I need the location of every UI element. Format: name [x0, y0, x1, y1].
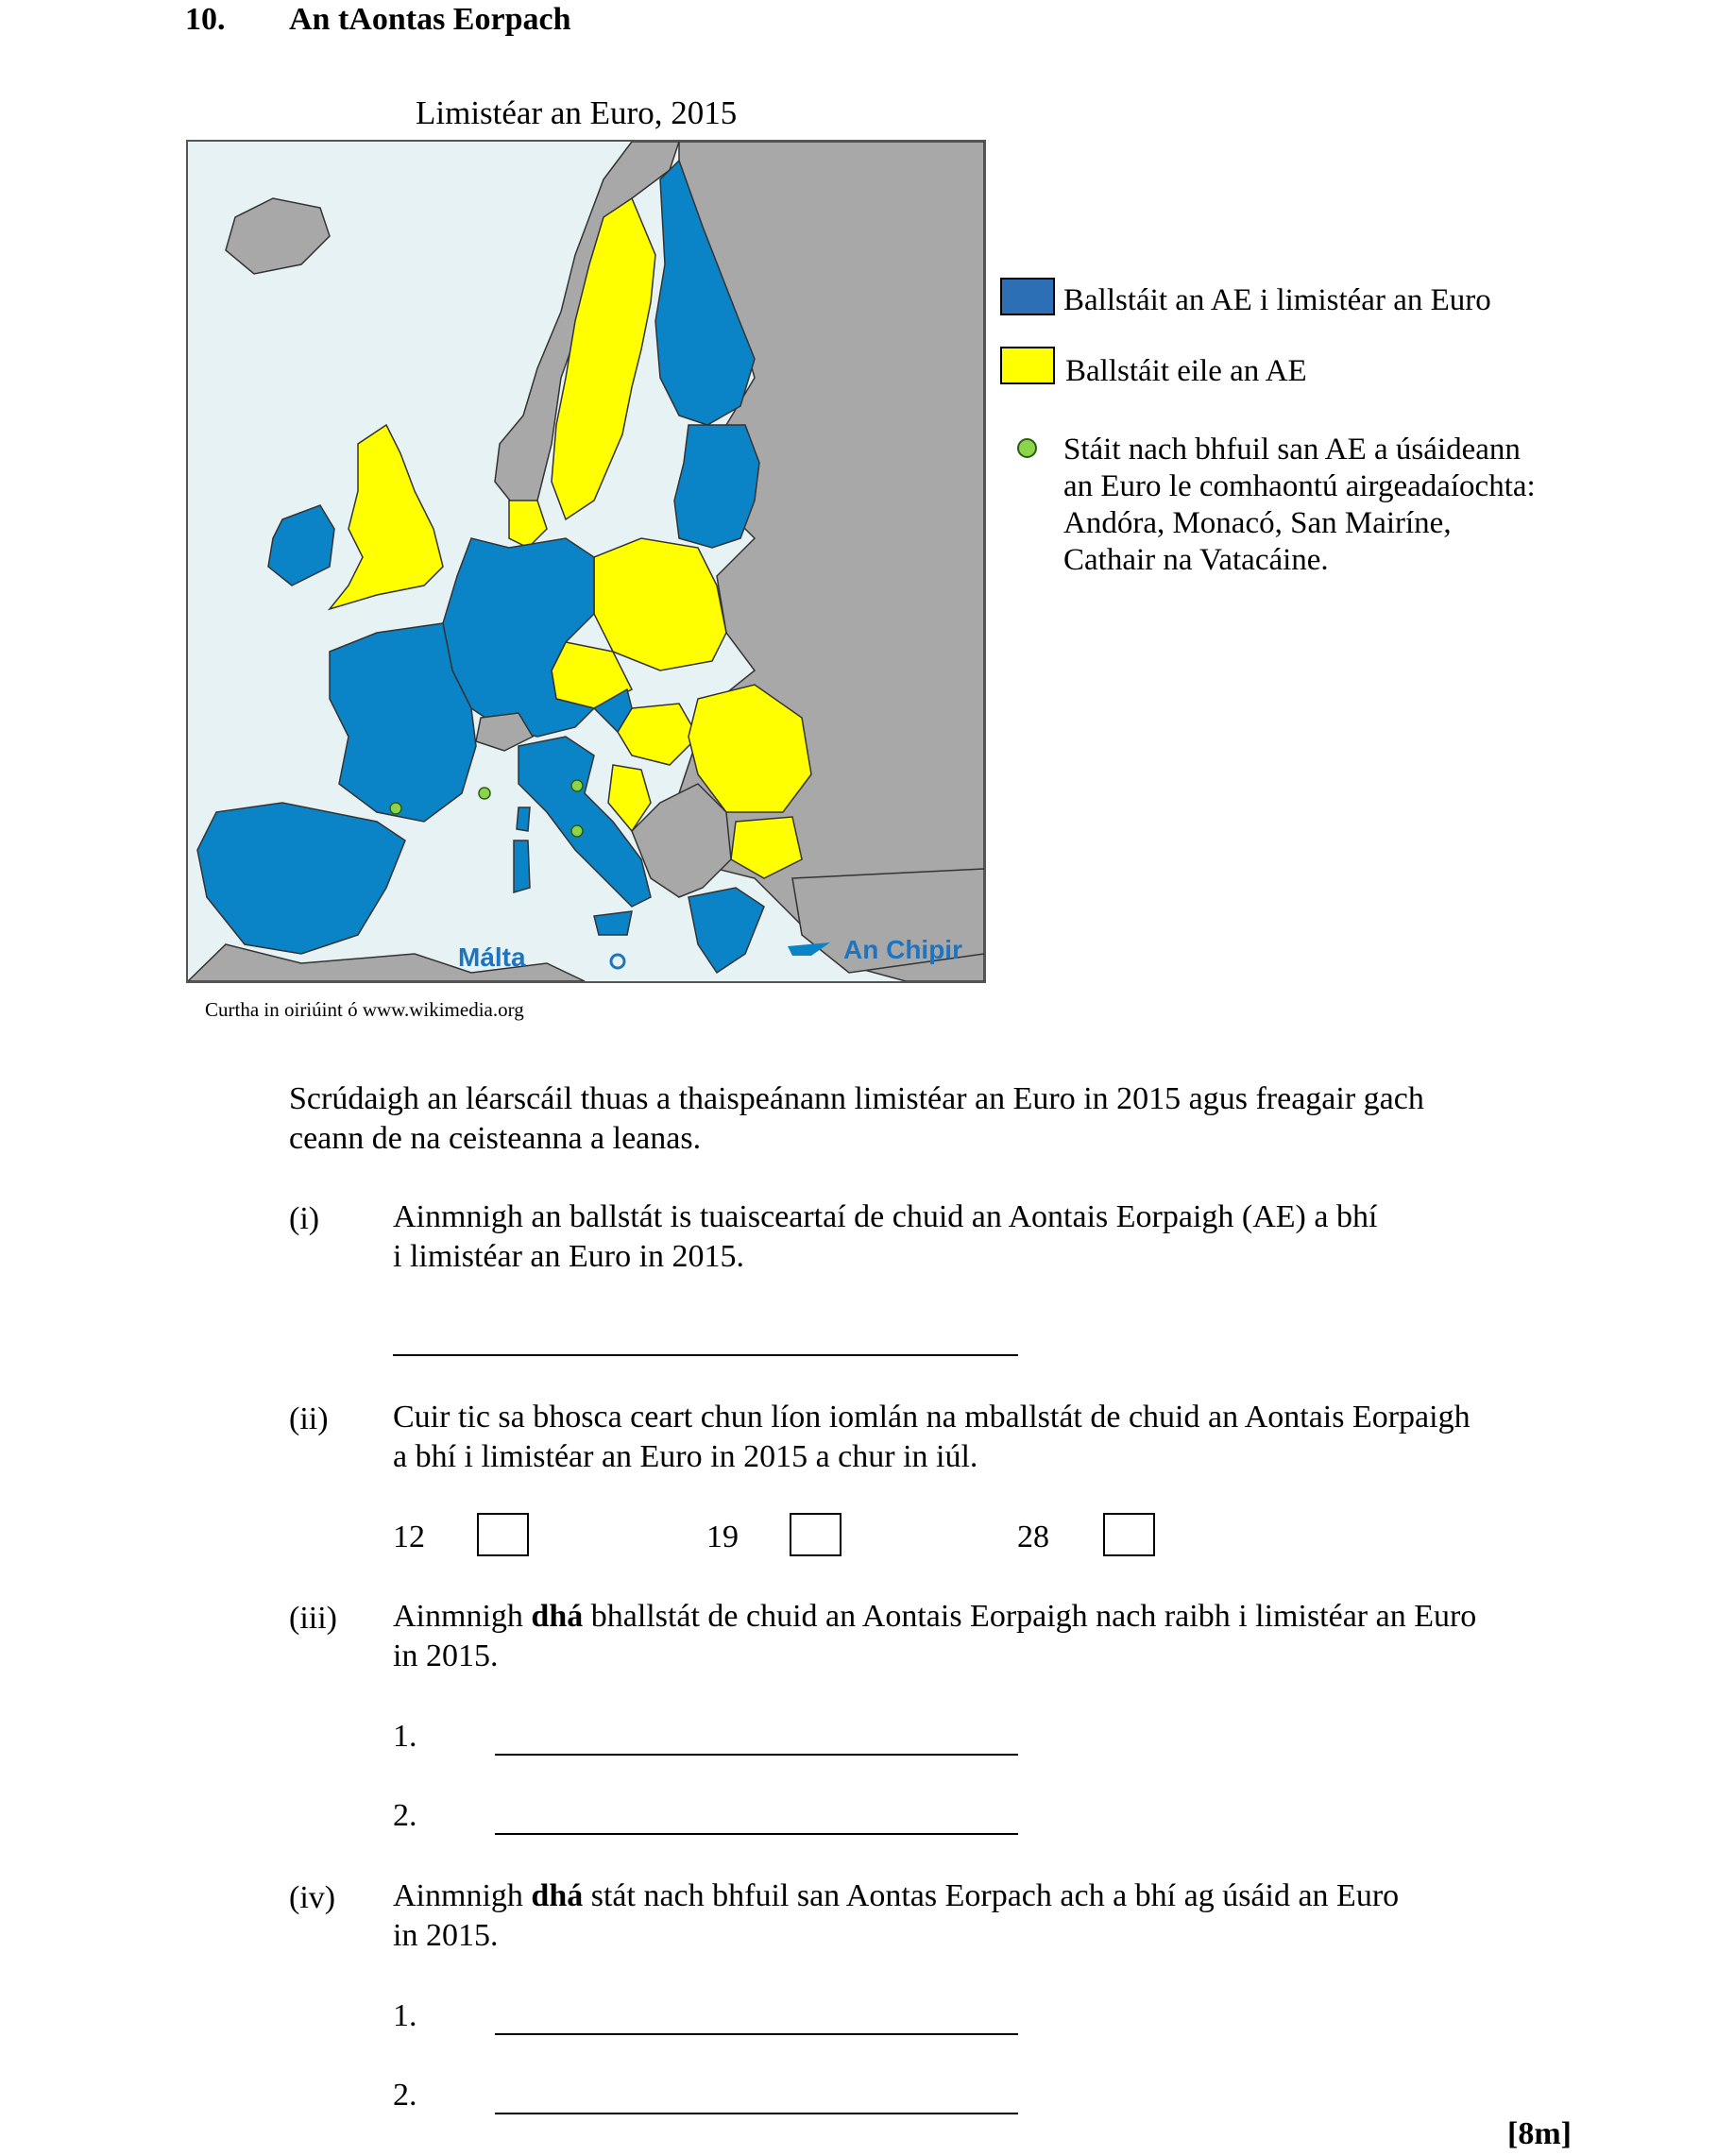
legend-other-eu-swatch [1000, 347, 1055, 384]
q1-line1: Ainmnigh an ballstát is tuaisceartaí de chuid an Aontais Eorpaigh (AE) a bhí [393, 1199, 1378, 1234]
map-title: Limistéar an Euro, 2015 [416, 94, 738, 131]
legend-non-eu-line4: Cathair na Vatacáine. [1063, 543, 1329, 577]
q3-label: (iii) [289, 1601, 337, 1636]
q3-number-1: 1. [393, 1719, 417, 1754]
q2-option-checkbox[interactable] [1103, 1513, 1155, 1556]
q3-answer-line-1[interactable] [495, 1754, 1018, 1756]
euro-area-map [186, 140, 986, 983]
q2-option-label: 28 [1017, 1519, 1049, 1554]
san-marino-dot [571, 780, 583, 791]
sicily [594, 911, 632, 935]
legend-other-eu-text: Ballstáit eile an AE [1065, 354, 1307, 388]
q3-number-2: 2. [393, 1798, 417, 1833]
q4-answer-line-2[interactable] [495, 2113, 1018, 2114]
legend-eurozone-text: Ballstáit an AE i limistéar an Euro [1063, 283, 1491, 317]
map-credit: Curtha in oiriúint ó www.wikimedia.org [205, 998, 524, 1021]
question-title: An tAontas Eorpach [289, 2, 571, 37]
q3-line2: in 2015. [393, 1638, 499, 1673]
question-number: 10. [185, 2, 226, 37]
legend-non-eu-line1: Stáit nach bhfuil san AE a úsáideann [1063, 433, 1521, 467]
legend-eurozone-swatch [1000, 278, 1055, 315]
united-kingdom [330, 425, 443, 609]
malta-label: Málta [458, 942, 526, 972]
iberia [197, 803, 405, 954]
ireland [268, 505, 334, 586]
q2-option-label: 12 [393, 1519, 425, 1554]
monaco-dot [479, 788, 490, 799]
iceland [226, 198, 330, 274]
marks-total: [8m] [1507, 2116, 1572, 2151]
q2-label: (ii) [289, 1401, 329, 1436]
q4-number-2: 2. [393, 2078, 417, 2113]
q2-option-checkbox[interactable] [790, 1513, 842, 1556]
legend-non-eu-dot [1017, 438, 1037, 458]
greece [688, 888, 764, 973]
q2-option-label: 19 [706, 1519, 739, 1554]
corsica [517, 807, 530, 831]
q4-number-1: 1. [393, 1998, 417, 2033]
andorra-dot [390, 803, 401, 814]
q4-label: (iv) [289, 1880, 336, 1915]
vatican-dot [571, 825, 583, 837]
malta-marker [611, 955, 624, 968]
legend-non-eu-line2: an Euro le comhaontú airgeadaíochta: [1063, 469, 1536, 503]
q1-line2: i limistéar an Euro in 2015. [393, 1239, 745, 1274]
poland [594, 538, 726, 671]
sardinia [514, 840, 530, 892]
europe-map-svg [188, 142, 984, 981]
q1-label: (i) [289, 1201, 320, 1236]
denmark [509, 501, 547, 548]
q2-option-checkbox[interactable] [477, 1513, 529, 1556]
legend-non-eu-line3: Andóra, Monacó, San Mairíne, [1063, 506, 1452, 540]
intro-line2: ceann de na ceisteanna a leanas. [289, 1121, 702, 1156]
q2-line1: Cuir tic sa bhosca ceart chun líon iomlán na mballstát de chuid an Aontais Eorpaigh [393, 1400, 1470, 1435]
intro-line1: Scrúdaigh an léarscáil thuas a thaispeánann limistéar an Euro in 2015 agus freagair gach [289, 1081, 1424, 1116]
q1-answer-line[interactable] [393, 1354, 1018, 1356]
q3-answer-line-2[interactable] [495, 1833, 1018, 1835]
q2-line2: a bhí i limistéar an Euro in 2015 a chur in iúl. [393, 1439, 978, 1474]
q4-answer-line-1[interactable] [495, 2033, 1018, 2035]
cyprus-label: An Chipir [843, 935, 962, 964]
q4-line1: Ainmnigh dhá stát nach bhfuil san Aontas Eorpach ach a bhí ag úsáid an Euro [393, 1878, 1400, 1913]
q4-line2: in 2015. [393, 1918, 499, 1953]
q3-line1: Ainmnigh dhá bhallstát de chuid an Aontais Eorpaigh nach raibh i limistéar an Euro [393, 1599, 1477, 1634]
